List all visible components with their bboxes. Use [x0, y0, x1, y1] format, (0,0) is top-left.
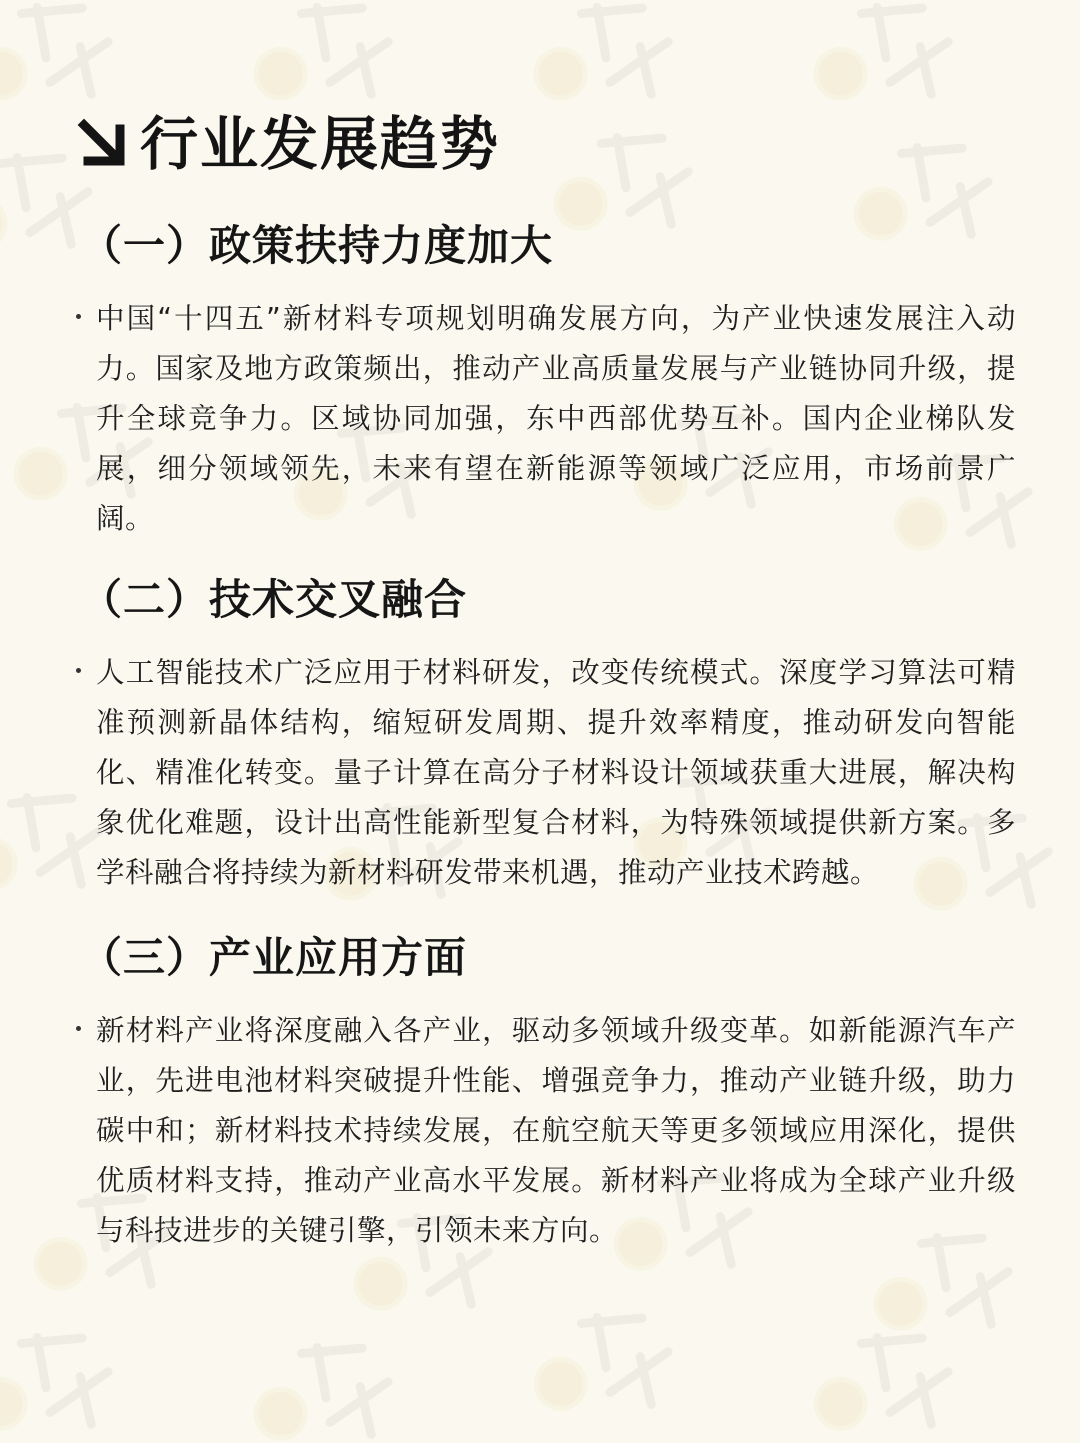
section-body: [80, 294, 1030, 544]
section-industry: [80, 930, 1030, 1256]
bullet-icon: [76, 668, 81, 673]
section-paragraph: 人工智能技术广泛应用于材料研发，改变传统模式。深度学习算法可精准预测新晶体结构，缩短研发周期、提升效率精度，推动研发向智能化、精准化转变。量子计算在高分子材料设计领域获重大进展，解决构象优化难题，设计出高性能新型复合材料，为特殊领域提供新方案。多学科融合将持续为新材料研发带来机遇，推动产业技术跨越。: [96, 656, 1016, 889]
section-paragraph: 中国“十四五”新材料专项规划明确发展方向，为产业快速发展注入动力。国家及地方政策频出，推动产业高质量发展与产业链协同升级，提升全球竞争力。区域协同加强，东中西部优势互补。国内企业梯队发展，细分领域领先，未来有望在新能源等领域广泛应用，市场前景广阔。: [96, 302, 1016, 535]
bullet-icon: [76, 314, 81, 319]
page-title-text: 行业发展趋势: [140, 110, 501, 178]
section-heading: （一）政策扶持力度加大: [80, 221, 554, 270]
section-paragraph: 新材料产业将深度融入各产业，驱动多领域升级变革。如新能源汽车产业，先进电池材料突破提升性能、增强竞争力，推动产业链升级，助力碳中和；新材料技术持续发展，在航空航天等更多领域应用深化，提供优质材料支持，推动产业高水平发展。新材料产业将成为全球产业升级与科技进步的关键引擎，引领未来方向。: [96, 1014, 1016, 1247]
section-body: [80, 1006, 1030, 1256]
section-policy: [80, 218, 1030, 544]
section-heading: （三）产业应用方面: [80, 933, 468, 982]
bullet-icon: [76, 1026, 81, 1031]
page-title: [76, 108, 500, 180]
section-technology: [80, 572, 1030, 898]
section-body: [80, 648, 1030, 898]
arrow-down-right-icon: [76, 117, 130, 171]
section-heading: （二）技术交叉融合: [80, 575, 468, 624]
